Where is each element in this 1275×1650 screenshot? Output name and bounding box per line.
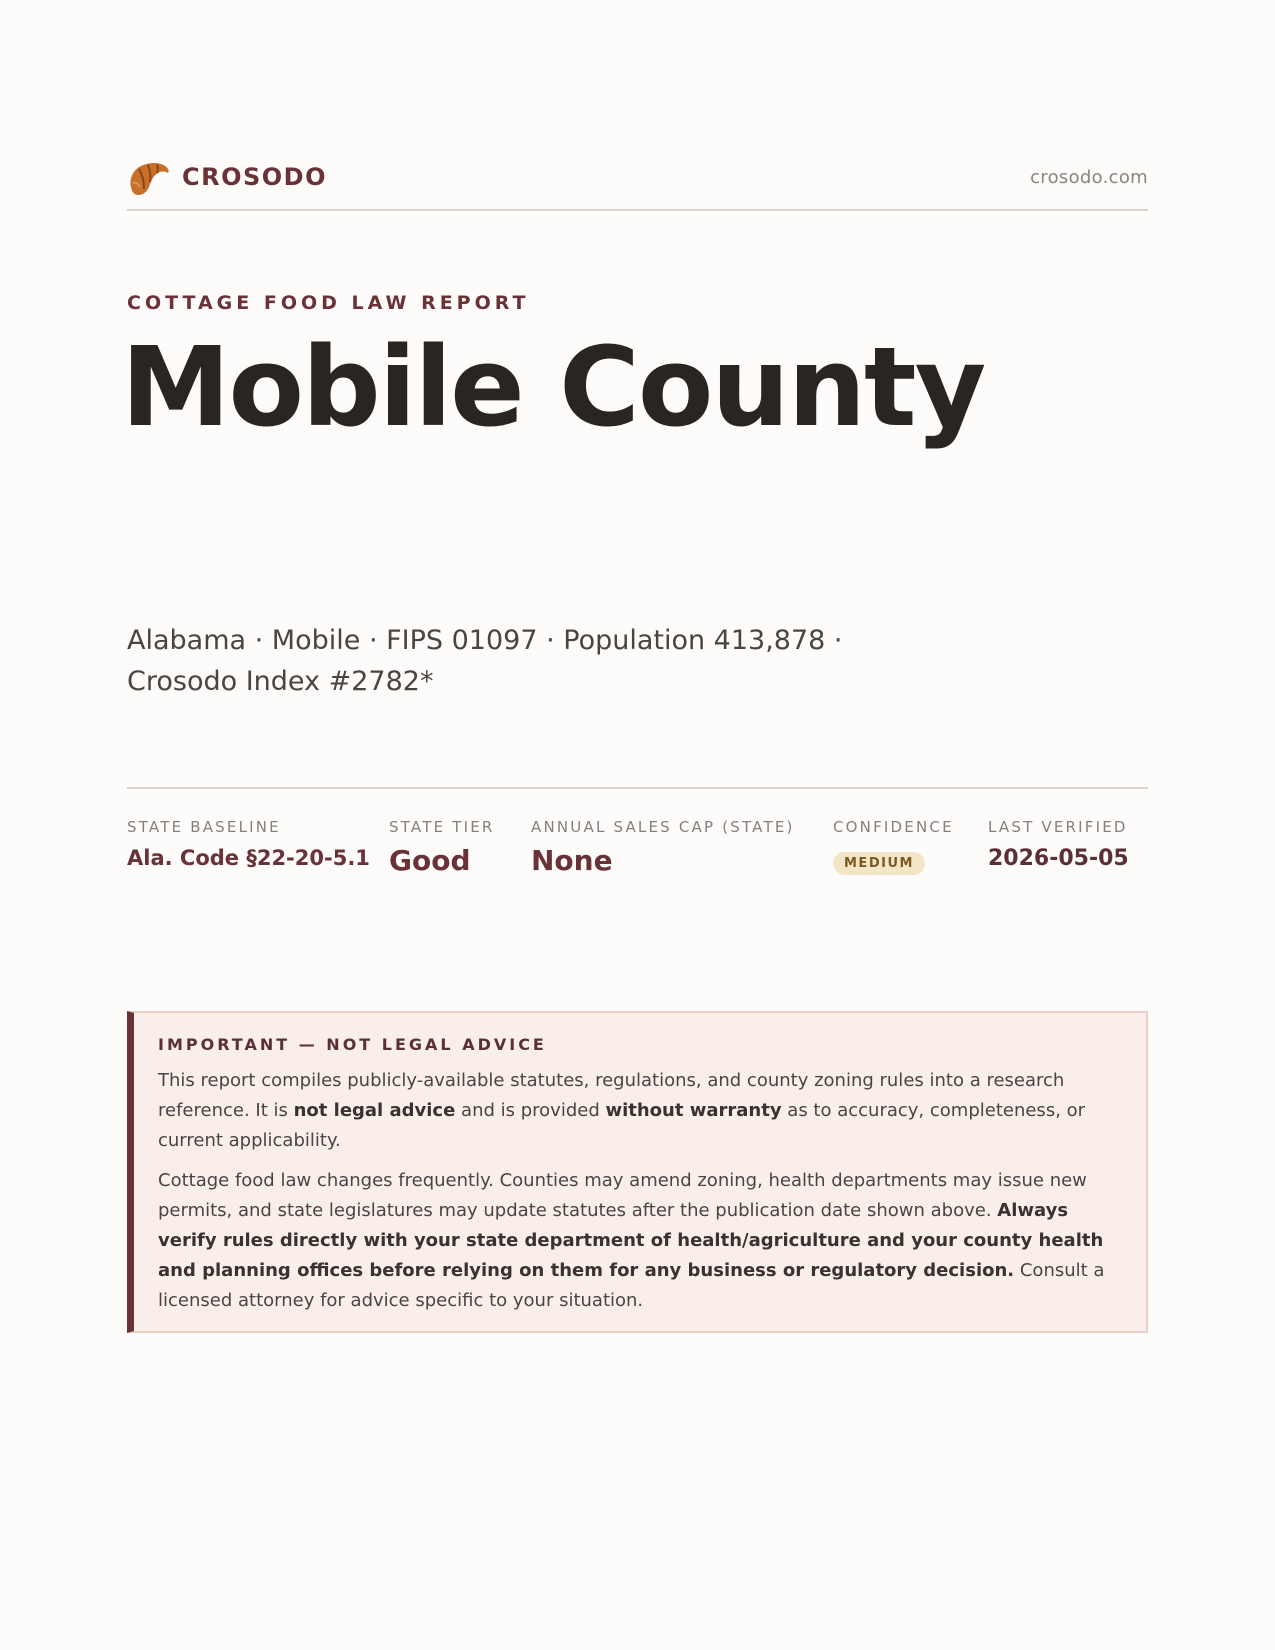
meta-label: ANNUAL SALES CAP (STATE)	[531, 818, 795, 836]
site-url: crosodo.com	[1030, 167, 1148, 188]
notice-title: IMPORTANT — NOT LEGAL ADVICE	[158, 1035, 547, 1054]
report-page	[121, 0, 1148, 1650]
meta-label: STATE BASELINE	[127, 818, 281, 836]
meta-last-verified	[988, 818, 1129, 871]
meta-confidence	[833, 818, 954, 875]
notice-text: Consult a licensed attorney for advice specific to your situation.	[158, 1260, 1105, 1311]
meta-label: LAST VERIFIED	[988, 818, 1128, 836]
notice-emphasis: Always verify rules directly with your state department of health/agriculture and your county health and planning offices before relying on them for any business or regulatory decision.	[158, 1200, 1104, 1281]
notice-text: as to accuracy, completeness, or current applicability.	[158, 1100, 1086, 1151]
notice-paragraph	[158, 1066, 1120, 1156]
meta-value: None	[531, 844, 613, 877]
notice-emphasis: without warranty	[605, 1100, 782, 1121]
county-summary-line2: Crosodo Index #2782*	[127, 666, 434, 697]
notice-text: and is provided	[455, 1100, 606, 1121]
meta-label: STATE TIER	[389, 818, 495, 836]
meta-value: Good	[389, 844, 471, 877]
meta-label: CONFIDENCE	[833, 818, 954, 836]
notice-text: This report compiles publicly-available statutes, regulations, and county zoning rules into a research reference. It is	[158, 1070, 1065, 1121]
notice-text: Cottage food law changes frequently. Counties may amend zoning, health departments may issue new permits, and state legislatures may update statutes after the publication date shown above.	[158, 1170, 1087, 1221]
confidence-badge: MEDIUM	[833, 852, 925, 875]
page-header	[127, 155, 1148, 211]
county-summary-line1: Alabama · Mobile · FIPS 01097 · Population 413,878 ·	[127, 625, 843, 656]
croissant-icon	[127, 157, 171, 197]
meta-sales-cap	[531, 818, 795, 877]
notice-paragraph	[158, 1166, 1120, 1316]
notice-emphasis: not legal advice	[293, 1100, 456, 1121]
legal-notice	[127, 1011, 1148, 1333]
brand-name: CROSODO	[182, 163, 328, 191]
meta-divider	[127, 787, 1148, 789]
report-eyebrow: COTTAGE FOOD LAW REPORT	[127, 292, 530, 314]
page-title: Mobile County	[121, 323, 985, 451]
meta-state-baseline	[127, 818, 370, 870]
meta-value: 2026-05-05	[988, 846, 1129, 871]
county-summary	[127, 620, 907, 702]
meta-state-tier	[389, 818, 495, 877]
meta-value: Ala. Code §22-20-5.1	[127, 846, 370, 870]
